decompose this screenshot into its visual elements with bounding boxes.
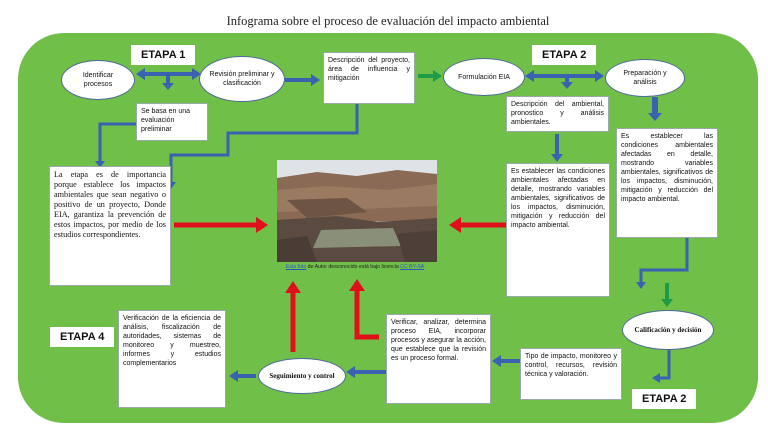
node-preparacion-analisis: Preparación y análisis — [605, 59, 685, 97]
box-evaluacion-preliminar: Se basa en una evaluación preliminar — [136, 103, 208, 141]
etapa-2-label-bottom: ETAPA 2 — [632, 389, 696, 409]
node-identificar-procesos: Identificar procesos — [61, 60, 135, 100]
node-revision-preliminar: Revisión preliminar y clasificación — [199, 56, 285, 102]
box-verificacion-eficiencia: Verificación de la eficiencia de análisis, fiscalización de autoridades, sistemas de monitoreo y muestreo, informes y estudios complementarios — [118, 310, 226, 408]
arrow-right-to-calificacion — [641, 238, 687, 283]
arrow-basa-importancia — [100, 124, 136, 162]
node-seguimiento-control: Seguimiento y control — [258, 358, 346, 394]
box-verificar: Verificar, analizar, determina proceso EIA, incorporar procesos y asegurar la acción, que establece que la revisión es un proceso formal. — [386, 314, 491, 404]
red-arrow-verificar-photo — [357, 288, 379, 337]
photo-caption — [262, 264, 448, 270]
box-tipo-impacto: Tipo de impacto, monitoreo y control, recursos, revisión técnica y valoración. — [520, 348, 622, 400]
quarry-photo — [277, 160, 437, 262]
box-descripcion-proyecto: Descripción del proyecto, área de influencia y mitigación — [323, 52, 415, 104]
box-establecer-right: Es establecer las condiciones ambientales afectadas en detalle, mostrando variables ambientales, significativos de los impactos, disminución, mitigación y reducción del impacto ambiental. — [616, 128, 718, 238]
photo-link[interactable]: Esta foto — [285, 264, 307, 270]
box-establecer-mid: Es establecer las condiciones ambientales afectadas en detalle, mostrando variables ambientales, significativos de los impactos, disminución, mitigación y reducción del impacto ambiental. — [506, 163, 610, 297]
box-descripcion-ambiental: Descripción del ambiental, pronostico y análisis ambientales. — [506, 96, 609, 132]
license-link[interactable]: CC BY-SA — [400, 264, 425, 270]
page-title: Infograma sobre el proceso de evaluación del impacto ambiental — [226, 14, 550, 28]
caption-text: de Autor desconocido está bajo licencia — [306, 264, 401, 270]
etapa-4-label: ETAPA 4 — [50, 327, 114, 347]
box-importancia: La etapa es de importancia porque establece los impactos ambientales que sean negativo o positivo de un proyecto, Donde EIA, garantiza la prevención de estos impactos, por medio de los estudios correspondientes. — [49, 166, 171, 286]
etapa-1-label: ETAPA 1 — [131, 45, 195, 65]
node-calificacion-decision: Calificación y decisión — [622, 310, 714, 350]
node-formulacion-eia: Formulación EIA — [443, 58, 525, 96]
etapa-2-label-top: ETAPA 2 — [532, 45, 596, 65]
